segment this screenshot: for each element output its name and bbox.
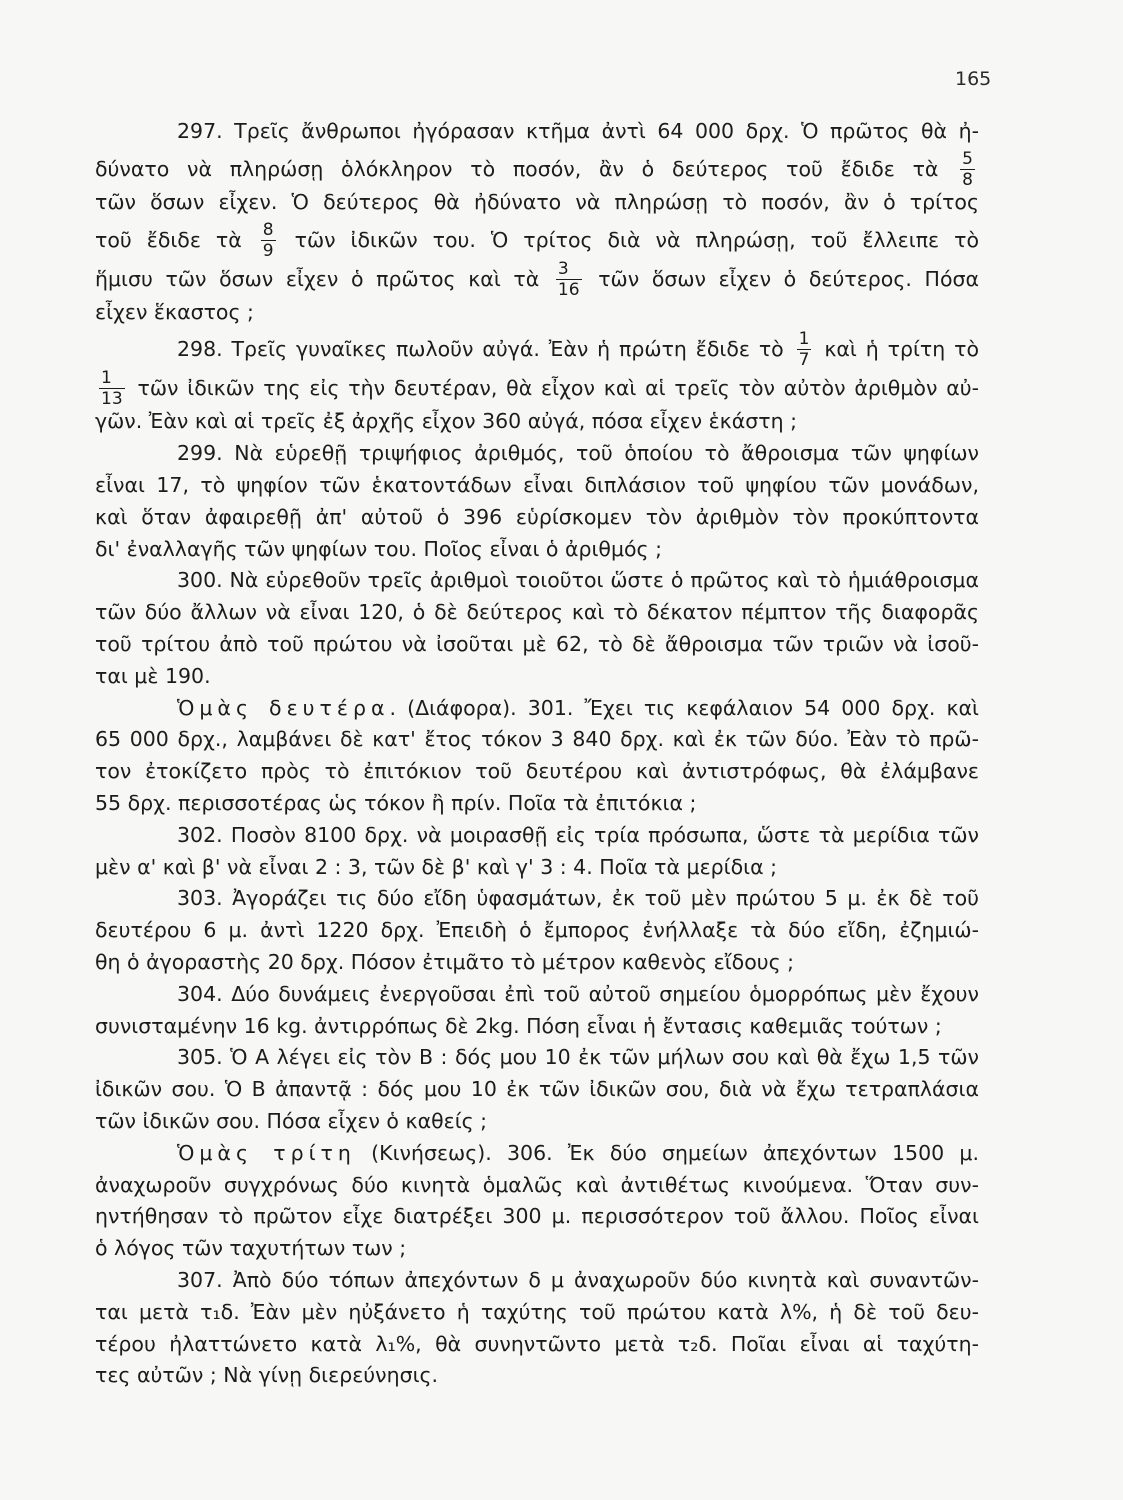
p299-line-4: [95, 534, 979, 566]
text-run: καὶ ἡ τρίτη τὸ: [815, 337, 979, 362]
fraction: [556, 258, 582, 300]
fraction-denominator: 9: [262, 240, 274, 261]
text-run: δι' ἐναλλαγῆς τῶν ψηφίων του. Ποῖος εἶναι ὁ ἀριθμός ;: [95, 536, 663, 561]
p301-line-2: [95, 724, 979, 756]
text-run: . (Διάφορα). 301. Ἔχει τις κεφάλαιον 54 000 δρχ. καὶ: [389, 695, 979, 720]
p305-line-3: [95, 1106, 979, 1138]
p305-line-2: [95, 1074, 979, 1106]
text-run: τον ἐτοκίζετο πρὸς τὸ ἐπιτόκιον τοῦ δευτέρου καὶ ἀντιστρόφως, θὰ ἐλάμβανε: [95, 759, 979, 784]
p307-line-3: [95, 1329, 979, 1361]
text-run: τῶν ἰδικῶν σου. Πόσα εἶχεν ὁ καθείς ;: [95, 1108, 488, 1133]
text-run: καὶ ὅταν ἀφαιρεθῇ ἀπ' αὐτοῦ ὁ 396 εὑρίσκομεν τὸν ἀριθμὸν τὸν προκύπτοντα: [95, 504, 979, 529]
p307-line-4: [95, 1360, 979, 1392]
text-run: τοῦ ἔδιδε τὰ: [95, 227, 257, 252]
p298-line-2: [95, 367, 979, 410]
text-run: ται μὲ 190.: [95, 663, 211, 688]
fraction: [99, 370, 125, 408]
exercise-text: [95, 116, 979, 1392]
text-run: τοῦ τρίτου ἀπὸ τοῦ πρώτου νὰ ἰσοῦται μὲ 62, τὸ δὲ ἄθροισμα τῶν τριῶν νὰ ἰσοῦ-: [95, 631, 979, 656]
fraction-denominator: 13: [101, 389, 123, 410]
text-run: εἶναι 17, τὸ ψηφίον τῶν ἑκατοντάδων εἶναι διπλάσιον τοῦ ψηφίου τῶν μονάδων,: [95, 472, 979, 497]
text-run: ἀναχωροῦν συγχρόνως δύο κινητὰ ὁμαλῶς καὶ ἀντιθέτως κινούμενα. Ὅταν συν-: [95, 1172, 979, 1197]
p306-line-4: [95, 1233, 979, 1265]
text-run: εἶχεν ἕκαστος ;: [95, 299, 254, 324]
p297-line-3: [95, 187, 979, 219]
text-run: τῶν ἰδικῶν της εἰς τὴν δευτέραν, θὰ εἶχον καὶ αἱ τρεῖς τὸν αὐτὸν ἀριθμὸν αὐ-: [128, 376, 979, 401]
p299-line-2: [95, 470, 979, 502]
p298-line-3: [95, 406, 979, 438]
p303-line-2: [95, 915, 979, 947]
p305-line-1: [95, 1042, 979, 1074]
fraction-numerator: 5: [962, 148, 973, 169]
text-run: γῶν. Ἐὰν καὶ αἱ τρεῖς ἐξ ἀρχῆς εἶχον 360 αὐγά, πόσα εἶχεν ἑκάστη ;: [95, 409, 798, 434]
text-run: θη ὁ ἀγοραστὴς 20 δρχ. Πόσον ἐτιμᾶτο τὸ μέτρον καθενὸς εἴδους ;: [95, 949, 795, 974]
fraction-numerator: 8: [262, 219, 274, 240]
p299-line-1: [95, 438, 979, 470]
text-run: 302. Ποσὸν 8100 δρχ. νὰ μοιρασθῇ εἰς τρία πρόσωπα, ὥστε τὰ μερίδια τῶν: [177, 822, 979, 847]
fraction: [261, 219, 276, 261]
p297-line-2: [95, 148, 979, 190]
text-run: 303. Ἀγοράζει τις δύο εἴδη ὑφασμάτων, ἐκ τοῦ μὲν πρώτου 5 μ. ἐκ δὲ τοῦ: [177, 886, 979, 911]
text-run: 307. Ἀπὸ δύο τόπων ἀπεχόντων δ μ ἀναχωροῦν δύο κινητὰ καὶ συναντῶν-: [177, 1267, 979, 1292]
fraction-numerator: 1: [798, 329, 810, 350]
text-run: 299. Νὰ εὑρεθῇ τριψήφιος ἀριθμός, τοῦ ὁποίου τὸ ἄθροισμα τῶν ψηφίων: [177, 441, 979, 466]
p297-line-4: [95, 219, 979, 261]
p306-line-3: [95, 1201, 979, 1233]
page-number: 165: [955, 68, 992, 90]
text-run: τέρου ἠλαττώνετο κατὰ λ₁%, θὰ συνηντῶντο μετὰ τ₂δ. Ποῖαι εἶναι αἱ ταχύτη-: [95, 1331, 979, 1356]
text-run: τῶν ἰδικῶν του. Ὁ τρίτος διὰ νὰ πληρώσῃ, τοῦ ἔλλειπε τὸ: [279, 227, 979, 252]
text-run: ται μετὰ τ₁δ. Ἐὰν μὲν ηὐξάνετο ἡ ταχύτης τοῦ πρώτου κατὰ λ%, ἡ δὲ τοῦ δευ-: [95, 1299, 979, 1324]
text-run: τες αὐτῶν ; Νὰ γίνῃ διερεύνησις.: [95, 1363, 439, 1388]
text-run: 55 δρχ. περισσοτέρας ὡς τόκον ἢ πρίν. Ποῖα τὰ ἐπιτόκια ;: [95, 790, 697, 815]
p297-line-6: [95, 297, 979, 329]
text-run: ὁ λόγος τῶν ταχυτήτων των ;: [95, 1236, 407, 1261]
p307-line-1: [95, 1265, 979, 1297]
text-run: 298. Τρεῖς γυναῖκες πωλοῦν αὐγά. Ἐὰν ἡ πρώτη ἔδιδε τὸ: [177, 337, 793, 362]
p306-line-1: [95, 1138, 979, 1170]
p301-line-3: [95, 756, 979, 788]
fraction-denominator: 16: [557, 279, 580, 300]
text-run: μὲν α' καὶ β' νὰ εἶναι 2 : 3, τῶν δὲ β' καὶ γ' 3 : 4. Ποῖα τὰ μερίδια ;: [95, 854, 778, 879]
p301-line-4: [95, 788, 979, 820]
text-run: τῶν δύο ἄλλων νὰ εἶναι 120, ὁ δὲ δεύτερος καὶ τὸ δέκατον πέμπτον τῆς διαφορᾶς: [95, 600, 979, 625]
text-run: 305. Ὁ Α λέγει εἰς τὸν Β : δός μου 10 ἐκ τῶν μήλων σου καὶ θὰ ἔχω 1,5 τῶν: [177, 1045, 979, 1070]
text-run: ἰδικῶν σου. Ὁ Β ἀπαντᾷ : δός μου 10 ἐκ τῶν ἰδικῶν σου, διὰ νὰ ἔχω τετραπλάσια: [95, 1077, 979, 1102]
p304-line-2: [95, 1011, 979, 1043]
p301-line-1: [95, 693, 979, 725]
p303-line-3: [95, 947, 979, 979]
p298-line-1: [95, 328, 979, 371]
p302-line-2: [95, 852, 979, 884]
text-run: 304. Δύο δυνάμεις ἐνεργοῦσαι ἐπὶ τοῦ αὐτοῦ σημείου ὁμορρόπως μὲν ἔχουν: [177, 981, 979, 1006]
p302-line-1: [95, 820, 979, 852]
text-run: τῶν ὅσων εἶχεν. Ὁ δεύτερος θὰ ἠδύνατο νὰ πληρώσῃ τὸ ποσόν, ἂν ὁ τρίτος: [95, 189, 979, 214]
text-run: ἥμισυ τῶν ὅσων εἶχεν ὁ πρῶτος καὶ τὰ: [95, 266, 552, 291]
fraction: [797, 331, 812, 369]
text-run: 65 000 δρχ., λαμβάνει δὲ κατ' ἔτος τόκον 3 840 δρχ. καὶ ἐκ τῶν δύο. Ἐὰν τὸ πρῶ-: [95, 727, 979, 752]
p307-line-2: [95, 1297, 979, 1329]
text-run: 297. Τρεῖς ἄνθρωποι ἠγόρασαν κτῆμα ἀντὶ 64 000 δρχ. Ὁ πρῶτος θὰ ἠ-: [177, 119, 979, 143]
text-run: ηντήθησαν τὸ πρῶτον εἶχε διατρέξει 300 μ. περισσότερον τοῦ ἄλλου. Ποῖος εἶναι: [95, 1204, 979, 1229]
fraction: [960, 148, 975, 190]
text-run: τῶν ὅσων εἶχεν ὁ δεύτερος. Πόσα: [585, 266, 979, 291]
fraction-denominator: 7: [798, 350, 810, 371]
group-heading: Ὁμὰς τρίτη: [177, 1140, 356, 1165]
p297-line-5: [95, 258, 979, 300]
text-run: (Κινήσεως). 306. Ἐκ δύο σημείων ἀπεχόντων 1500 μ.: [355, 1140, 979, 1165]
fraction-numerator: 1: [101, 368, 112, 389]
p300-line-1: [95, 565, 979, 597]
p306-line-2: [95, 1170, 979, 1202]
p303-line-1: [95, 883, 979, 915]
p297-line-1: [95, 116, 979, 148]
p300-line-3: [95, 629, 979, 661]
p300-line-2: [95, 597, 979, 629]
text-run: δύνατο νὰ πληρώσῃ ὁλόκληρον τὸ ποσόν, ἂν ὁ δεύτερος τοῦ ἔδιδε τὰ: [95, 156, 957, 181]
group-heading: Ὁμὰς δευτέρα: [177, 695, 390, 720]
p304-line-1: [95, 979, 979, 1011]
text-run: συνισταμένην 16 kg. ἀντιρρόπως δὲ 2kg. Πόση εἶναι ἡ ἔντασις καθεμιᾶς τούτων ;: [95, 1013, 942, 1038]
p299-line-3: [95, 502, 979, 534]
text-run: δευτέρου 6 μ. ἀντὶ 1220 δρχ. Ἐπειδὴ ὁ ἔμπορος ἐνήλλαξε τὰ δύο εἴδη, ἐζημιώ-: [95, 918, 979, 943]
text-run: 300. Νὰ εὑρεθοῦν τρεῖς ἀριθμοὶ τοιοῦτοι ὥστε ὁ πρῶτος καὶ τὸ ἡμιάθροισμα: [177, 568, 979, 593]
fraction-denominator: 8: [962, 169, 973, 190]
p300-line-4: [95, 661, 979, 693]
fraction-numerator: 3: [557, 258, 569, 279]
